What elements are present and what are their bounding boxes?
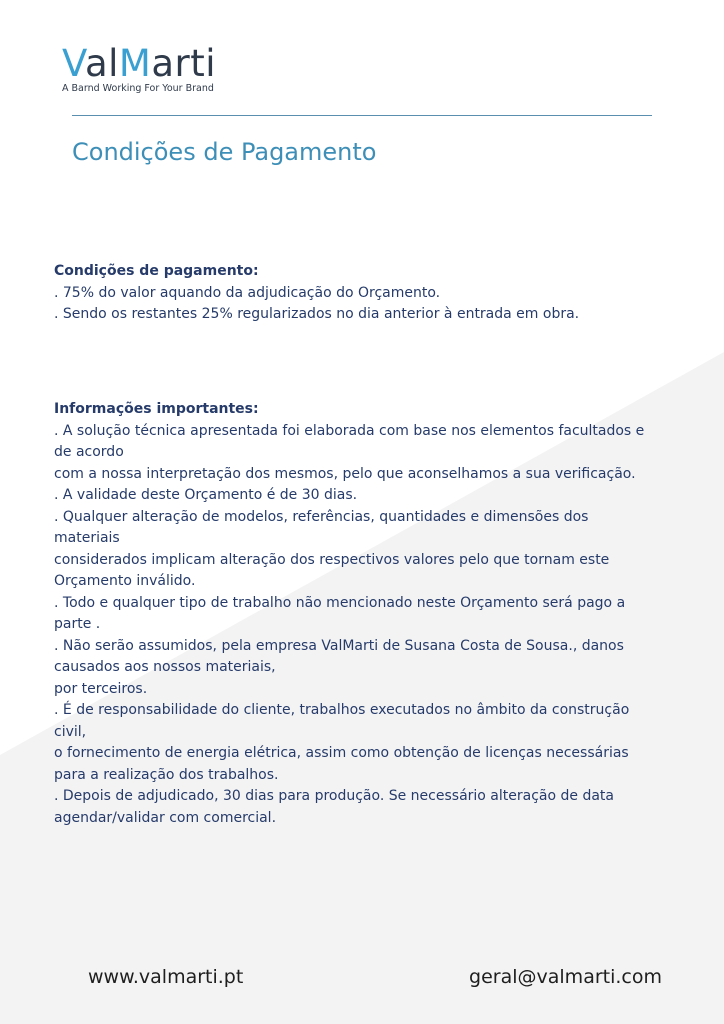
- info-line: parte .: [54, 616, 101, 632]
- logo-wordmark: [62, 44, 216, 84]
- info-line: de acordo: [54, 444, 124, 460]
- info-line: por terceiros.: [54, 680, 148, 697]
- info-line: Orçamento inválido.: [54, 573, 196, 589]
- page-title: Condições de Pagamento: [72, 138, 377, 166]
- logo-text-al: al: [84, 42, 119, 85]
- footer-email-link[interactable]: geral@valmarti.com: [469, 966, 662, 988]
- footer-website-link[interactable]: www.valmarti.pt: [88, 966, 244, 988]
- info-line: o fornecimento de energia elétrica, assim como obtenção de licenças necessárias: [54, 745, 629, 761]
- info-line: agendar/validar com comercial.: [54, 809, 277, 826]
- info-line: causados aos nossos materiais,: [54, 659, 276, 675]
- payment-conditions-section: [54, 261, 674, 326]
- info-line: . Não serão assumidos, pela empresa ValMarti de Susana Costa de Sousa., danos: [54, 637, 624, 654]
- logo-letter-m: M: [118, 42, 152, 85]
- info-line: . A solução técnica apresentada foi elaborada com base nos elementos facultados e: [54, 422, 645, 439]
- info-line: . Qualquer alteração de modelos, referências, quantidades e dimensões dos: [54, 508, 589, 525]
- info-line: . Todo e qualquer tipo de trabalho não mencionado neste Orçamento será pago a: [54, 594, 626, 611]
- info-line: civil,: [54, 723, 87, 740]
- info-line: . É de responsabilidade do cliente, trabalhos executados no âmbito da construção: [54, 702, 630, 718]
- payment-line: . Sendo os restantes 25% regularizados no dia anterior à entrada em obra.: [54, 306, 580, 322]
- payment-conditions-heading: Condições de pagamento:: [54, 263, 259, 279]
- header-divider: [72, 115, 652, 116]
- payment-line: . 75% do valor aquando da adjudicação do Orçamento.: [54, 284, 441, 301]
- important-info-heading: Informações importantes:: [54, 401, 259, 417]
- info-line: com a nossa interpretação dos mesmos, pelo que aconselhamos a sua verificação.: [54, 465, 636, 482]
- logo-tagline: A Barnd Working For Your Brand: [62, 83, 214, 94]
- company-logo: [62, 44, 216, 94]
- important-info-section: [54, 399, 674, 829]
- info-line: considerados implicam alteração dos respectivos valores pelo que tornam este: [54, 551, 610, 568]
- info-line: . Depois de adjudicado, 30 dias para produção. Se necessário alteração de data: [54, 788, 614, 804]
- info-line: . A validade deste Orçamento é de 30 dias.: [54, 487, 358, 503]
- info-line: para a realização dos trabalhos.: [54, 766, 279, 783]
- info-line: materiais: [54, 530, 120, 546]
- logo-text-arti: arti: [151, 42, 217, 85]
- logo-letter-v: V: [62, 42, 85, 85]
